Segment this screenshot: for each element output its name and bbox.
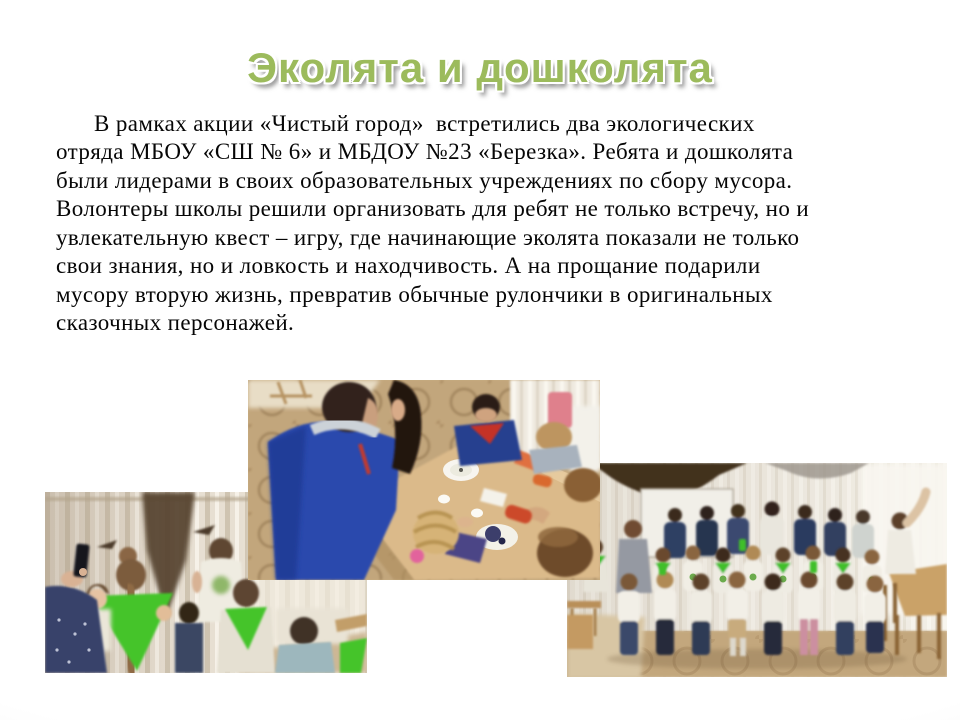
photo-group-pose [567, 463, 947, 677]
body-line: В рамках акции «Чистый город» встретились два экологических [94, 111, 755, 136]
body-line: отряда МБОУ «СШ № 6» и МБДОУ №23 «Березка». Ребята и дошколята [56, 139, 794, 165]
body-line: свои знания, но и ловкость и находчивость. А на прощание подарили [56, 253, 761, 279]
body-line: сказочных персонажей. [56, 310, 295, 336]
body-line: Волонтеры школы решили организовать для ребят не только встречу, но и [56, 196, 810, 222]
body-line: были лидерами в своих образовательных учреждениях по сбору мусора. [56, 167, 793, 193]
slide-title: Эколята и дошколята [247, 44, 713, 91]
photo-craft-table [248, 380, 600, 580]
body-line: увлекательную квест – игру, где начинающие эколята показали не только [56, 224, 800, 250]
body-line: мусору вторую жизнь, превратив обычные рулончики в оригинальных [56, 281, 773, 307]
body-paragraph [56, 110, 920, 338]
